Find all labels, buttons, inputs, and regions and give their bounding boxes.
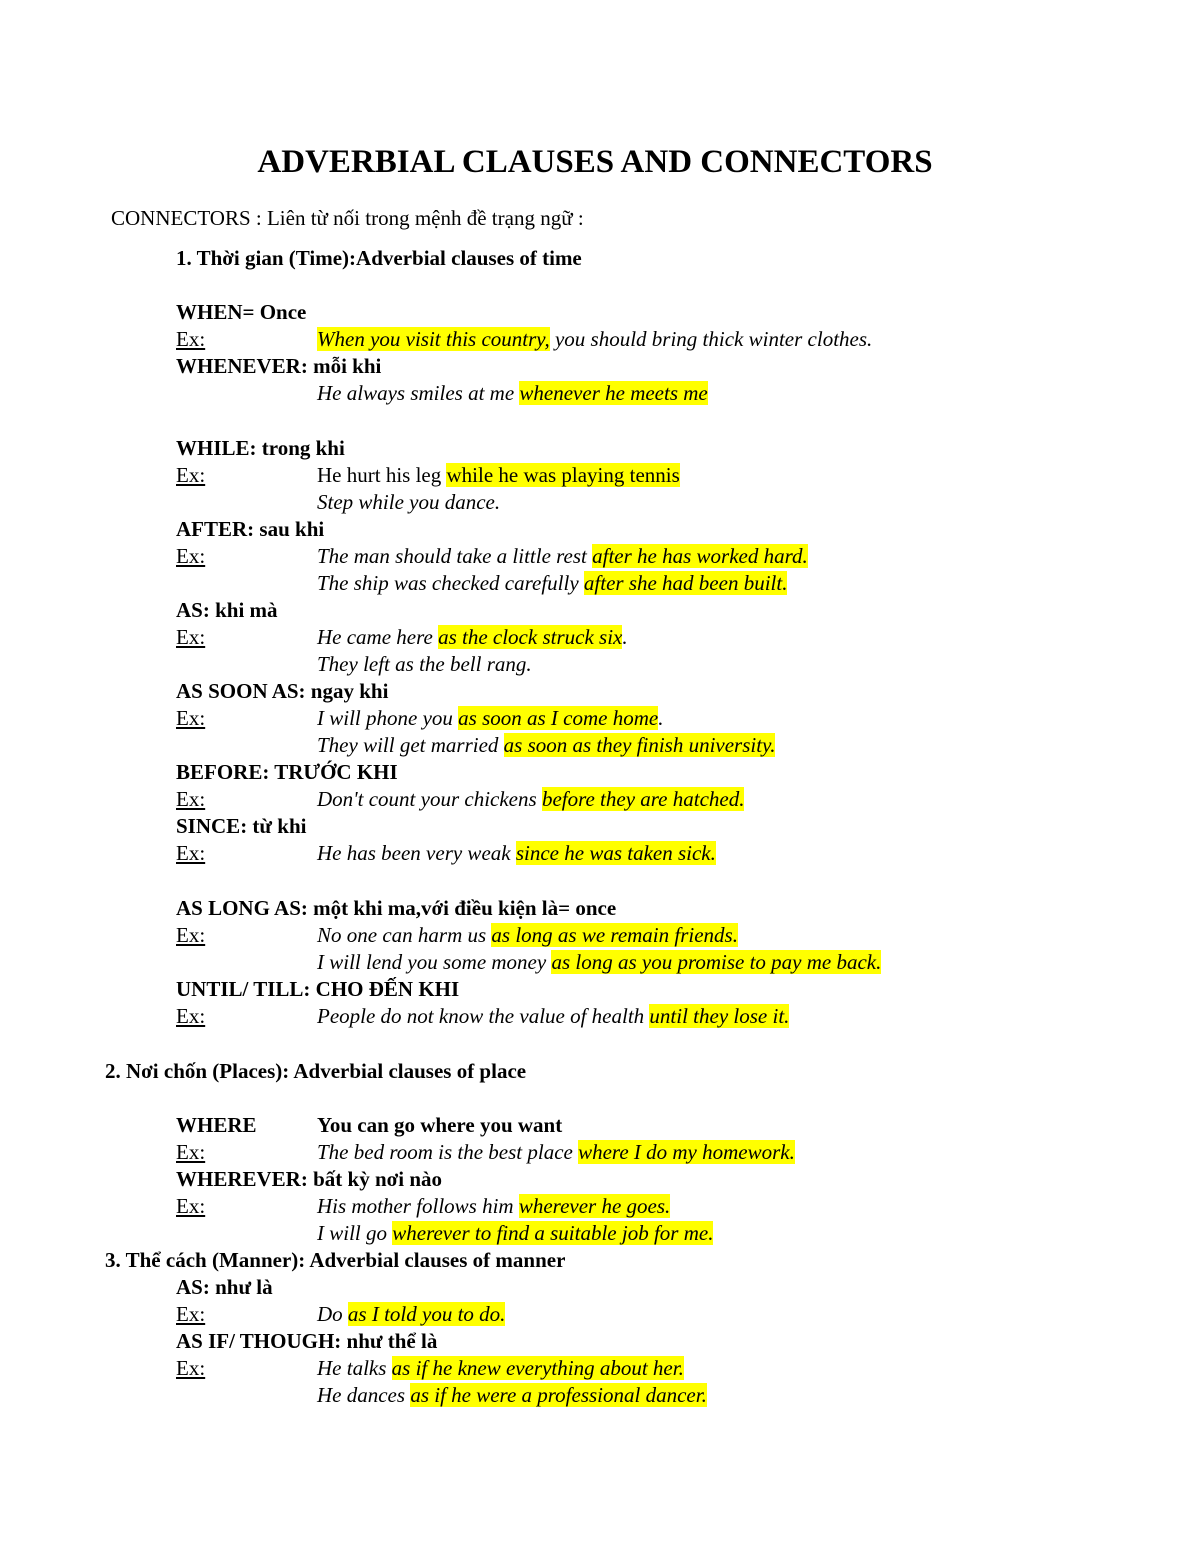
highlight: wherever to find a suitable job for me. (392, 1221, 714, 1245)
example-text: The bed room is the best place (317, 1140, 579, 1164)
example-text: He always smiles at me (317, 381, 520, 405)
example-text: . (622, 625, 628, 649)
connector-as-if: AS IF/ THOUGH: như thể là (176, 1329, 438, 1353)
highlight: as if he knew everything about her. (391, 1356, 684, 1380)
highlight: When you visit this country, (317, 327, 550, 351)
page-title: ADVERBIAL CLAUSES AND CONNECTORS (257, 144, 933, 180)
ex-label: Ex: (176, 841, 206, 865)
example-where-1 (317, 1138, 795, 1166)
example-wherever-2 (317, 1219, 713, 1247)
highlight: as the clock struck six (438, 625, 623, 649)
highlight: as soon as they finish university. (503, 733, 776, 757)
highlight: as if he were a professional dancer. (410, 1383, 707, 1407)
example-text: He talks (317, 1356, 392, 1380)
highlight: before they are hatched. (541, 787, 745, 811)
example-text: Don't count your chickens (317, 787, 542, 811)
ex-label: Ex: (176, 327, 206, 351)
highlight: wherever he goes. (518, 1194, 671, 1218)
example-since-1 (317, 839, 716, 867)
example-text: He came here (317, 625, 439, 649)
example-text: He has been very weak (317, 841, 516, 865)
example-text: . (658, 706, 664, 730)
ex-label: Ex: (176, 463, 206, 487)
connector-while: WHILE: trong khi (176, 436, 345, 460)
ex-label: Ex: (176, 787, 206, 811)
example-as-long-as-1 (317, 921, 738, 949)
highlight: as long as we remain friends. (491, 923, 738, 947)
example-as-1 (317, 623, 628, 651)
example-as-if-2 (317, 1381, 707, 1409)
connector-whenever: WHENEVER: mỗi khi (176, 354, 382, 378)
example-text: They will get married (317, 733, 504, 757)
example-text: I will phone you (317, 706, 459, 730)
example-text: No one can harm us (317, 923, 492, 947)
example-text: you should bring thick winter clothes. (549, 327, 873, 351)
highlight: as soon as I come home (458, 706, 659, 730)
example-before-1 (317, 785, 744, 813)
example-after-1 (317, 542, 808, 570)
example-while-1 (317, 461, 680, 489)
connector-wherever: WHEREVER: bất kỳ nơi nào (176, 1167, 443, 1191)
example-when-1 (317, 325, 872, 353)
section-heading-place: 2. Nơi chốn (Places): Adverbial clauses of place (105, 1059, 527, 1083)
highlight: where I do my homework. (578, 1140, 795, 1164)
connector-where: WHERE (176, 1113, 257, 1137)
highlight: after she had been built. (583, 571, 788, 595)
example-as-soon-as-2 (317, 731, 775, 759)
example-text: The man should take a little rest (317, 544, 593, 568)
highlight: as long as you promise to pay me back. (551, 950, 882, 974)
ex-label: Ex: (176, 544, 206, 568)
ex-label: Ex: (176, 1302, 206, 1326)
example-as-long-as-2 (317, 948, 881, 976)
ex-label: Ex: (176, 625, 206, 649)
connector-after: AFTER: sau khi (176, 517, 325, 541)
connector-as-soon-as: AS SOON AS: ngay khi (176, 679, 389, 703)
ex-label: Ex: (176, 1140, 206, 1164)
ex-label: Ex: (176, 1194, 206, 1218)
section-heading-time: 1. Thời gian (Time):Adverbial clauses of time (176, 246, 582, 270)
connector-until: UNTIL/ TILL: CHO ĐẾN KHI (176, 977, 460, 1001)
example-text: His mother follows him (317, 1194, 519, 1218)
example-after-2 (317, 569, 787, 597)
example-while-2: Step while you dance. (317, 490, 501, 514)
highlight: while he was playing tennis (446, 463, 680, 487)
example-text: I will go (317, 1221, 393, 1245)
highlight: after he has worked hard. (592, 544, 808, 568)
example-as-if-1 (317, 1354, 684, 1382)
example-as-soon-as-1 (317, 704, 663, 732)
ex-label: Ex: (176, 1004, 206, 1028)
connector-since: SINCE: từ khi (176, 814, 307, 838)
connector-before: BEFORE: TRƯỚC KHI (176, 760, 398, 784)
highlight: until they lose it. (649, 1004, 790, 1028)
where-description: You can go where you want (317, 1113, 563, 1137)
intro-line: CONNECTORS : Liên từ nối trong mệnh đề trạng ngữ : (111, 206, 584, 230)
ex-label: Ex: (176, 706, 206, 730)
connector-as: AS: khi mà (176, 598, 278, 622)
ex-label: Ex: (176, 923, 206, 947)
example-as-2: They left as the bell rang. (317, 652, 532, 676)
ex-label: Ex: (176, 1356, 206, 1380)
example-text: People do not know the value of health (317, 1004, 650, 1028)
example-text: The ship was checked carefully (317, 571, 584, 595)
example-as-manner-1 (317, 1300, 505, 1328)
example-text: I will lend you some money (317, 950, 552, 974)
connector-as-long-as: AS LONG AS: một khi ma,với điều kiện là= once (176, 896, 617, 920)
example-wherever-1 (317, 1192, 670, 1220)
connector-when: WHEN= Once (176, 300, 307, 324)
example-text: He dances (317, 1383, 411, 1407)
highlight: whenever he meets me (519, 381, 708, 405)
connector-as-manner: AS: như là (176, 1275, 273, 1299)
highlight: since he was taken sick. (515, 841, 716, 865)
example-until-1 (317, 1002, 789, 1030)
example-text: He hurt his leg (317, 463, 447, 487)
example-whenever-1 (317, 379, 708, 407)
section-heading-manner: 3. Thể cách (Manner): Adverbial clauses of manner (105, 1248, 566, 1272)
highlight: as I told you to do. (347, 1302, 506, 1326)
example-text: Do (317, 1302, 348, 1326)
